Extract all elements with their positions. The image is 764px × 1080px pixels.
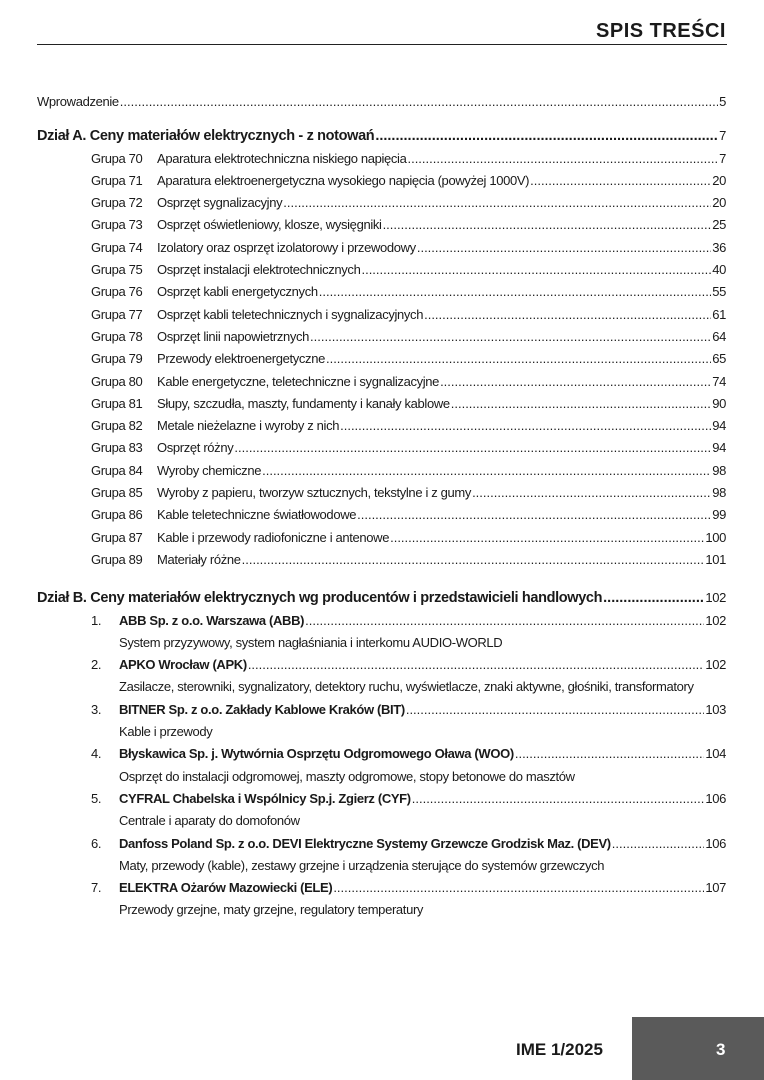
dot-leader (234, 437, 711, 459)
group-page: 101 (705, 551, 726, 567)
group-title: Wyroby z papieru, tworzyw sztucznych, tekstylne i z gumy (157, 485, 472, 501)
footer-page-box (632, 1017, 764, 1080)
producer-number: 7. (91, 880, 102, 896)
group-code: Grupa 76 (91, 284, 143, 300)
producer-number: 6. (91, 835, 102, 851)
group-title: Aparatura elektroenergetyczna wysokiego napięcia (powyżej 1000V) (157, 172, 530, 188)
dot-leader (530, 170, 711, 192)
group-page: 94 (712, 440, 726, 456)
dot-leader (406, 699, 705, 721)
producer-name: Danfoss Poland Sp. z o.o. DEVI Elektryczne Systemy Grzewcze Grodzisk Maz. (DEV) (119, 835, 611, 851)
group-page: 25 (712, 217, 726, 233)
producer-description: Centrale i aparaty do domofonów (119, 813, 300, 829)
producer-number: 1. (91, 612, 102, 628)
group-page: 20 (712, 195, 726, 211)
dot-leader (612, 833, 705, 855)
group-title: Kable i przewody radiofoniczne i antenowe (157, 529, 390, 545)
producer-name: ELEKTRA Ożarów Mazowiecki (ELE) (119, 880, 333, 896)
group-title: Osprzęt sygnalizacyjny (157, 195, 283, 211)
group-title: Aparatura elektrotechniczna niskiego napięcia (157, 150, 407, 166)
group-title: Metale nieżelazne i wyroby z nich (157, 418, 340, 434)
group-page: 55 (712, 284, 726, 300)
toc-entry-intro[interactable] (37, 91, 726, 113)
group-code: Grupa 80 (91, 373, 143, 389)
dot-leader (326, 348, 711, 370)
dot-leader (340, 415, 711, 437)
group-title: Materiały różne (157, 551, 241, 567)
producer-description: Maty, przewody (kable), zestawy grzejne i urządzenia sterujące do systemów grzewczych (119, 857, 605, 873)
dot-leader (390, 527, 704, 549)
group-title: Izolatory oraz osprzęt izolatorowy i przewodowy (157, 239, 416, 255)
dot-leader (383, 214, 712, 236)
group-title: Osprzęt kabli teletechnicznych i sygnalizacyjnych (157, 306, 424, 322)
group-page: 7 (719, 150, 726, 166)
group-code: Grupa 83 (91, 440, 143, 456)
producer-number: 3. (91, 701, 102, 717)
group-page: 99 (712, 507, 726, 523)
group-title: Osprzęt kabli energetycznych (157, 284, 318, 300)
group-title: Osprzęt oświetleniowy, klosze, wysięgniki (157, 217, 382, 233)
group-title: Kable energetyczne, teletechniczne i sygnalizacyjne (157, 373, 440, 389)
dot-leader (283, 192, 711, 214)
producer-page: 107 (705, 880, 726, 896)
group-code: Grupa 78 (91, 328, 143, 344)
group-code: Grupa 75 (91, 262, 143, 278)
toc-producer-entry[interactable] (37, 877, 726, 899)
group-code: Grupa 84 (91, 462, 143, 478)
group-code: Grupa 86 (91, 507, 143, 523)
producer-description: Kable i przewody (119, 724, 213, 740)
group-title: Przewody elektroenergetyczne (157, 351, 325, 367)
dot-leader (319, 281, 712, 303)
producer-description: Przewody grzejne, maty grzejne, regulatory temperatury (119, 902, 424, 918)
dot-leader (417, 237, 711, 259)
producer-number: 2. (91, 657, 102, 673)
toc-group-entry[interactable] (37, 304, 726, 326)
dot-leader (375, 125, 718, 147)
toc-group-entry[interactable] (37, 170, 726, 192)
group-code: Grupa 73 (91, 217, 143, 233)
group-title: Osprzęt instalacji elektrotechnicznych (157, 262, 361, 278)
toc-group-entry[interactable] (37, 148, 726, 170)
group-page: 64 (712, 328, 726, 344)
toc-group-entry[interactable] (37, 214, 726, 236)
group-page: 36 (712, 239, 726, 255)
dot-leader (333, 877, 704, 899)
toc-group-entry[interactable] (37, 371, 726, 393)
dot-leader (361, 259, 711, 281)
toc-producer-entry[interactable] (37, 743, 726, 765)
dot-leader (424, 304, 711, 326)
group-page: 94 (712, 418, 726, 434)
toc-group-entry[interactable] (37, 259, 726, 281)
dot-leader (451, 393, 711, 415)
header-rule (37, 44, 727, 45)
group-page: 98 (712, 485, 726, 501)
group-code: Grupa 79 (91, 351, 143, 367)
producer-description: Osprzęt do instalacji odgromowej, maszty odgromowe, stopy betonowe do masztów (119, 768, 575, 784)
toc-producer-entry[interactable] (37, 788, 726, 810)
group-code: Grupa 85 (91, 485, 143, 501)
producer-page: 106 (705, 790, 726, 806)
toc-group-entry[interactable] (37, 281, 726, 303)
group-page: 40 (712, 262, 726, 278)
producer-name: ABB Sp. z o.o. Warszawa (ABB) (119, 612, 305, 628)
dot-leader (603, 587, 704, 609)
group-title: Osprzęt linii napowietrznych (157, 328, 310, 344)
toc-group-entry[interactable] (37, 527, 726, 549)
group-page: 100 (705, 529, 726, 545)
dot-leader (407, 148, 718, 170)
dot-leader (515, 743, 705, 765)
group-code: Grupa 87 (91, 529, 143, 545)
dot-leader (305, 610, 704, 632)
producer-name: Błyskawica Sp. j. Wytwórnia Osprzętu Odgromowego Oława (WOO) (119, 746, 514, 762)
group-title: Wyroby chemiczne (157, 462, 262, 478)
group-title: Kable teletechniczne światłowodowe (157, 507, 357, 523)
toc-section-a[interactable] (37, 125, 726, 147)
dot-leader (412, 788, 705, 810)
toc-group-entry[interactable] (37, 549, 726, 571)
producer-number: 5. (91, 790, 102, 806)
group-code: Grupa 72 (91, 195, 143, 211)
group-title: Słupy, szczudła, maszty, fundamenty i kanały kablowe (157, 395, 450, 411)
dot-leader (242, 549, 705, 571)
dot-leader (262, 460, 711, 482)
group-page: 74 (712, 373, 726, 389)
toc-group-entry[interactable] (37, 415, 726, 437)
producer-page: 102 (705, 612, 726, 628)
producer-page: 104 (705, 746, 726, 762)
group-code: Grupa 70 (91, 150, 143, 166)
toc-producer-entry[interactable] (37, 699, 726, 721)
footer-issue: IME 1/2025 (516, 1040, 603, 1059)
toc-group-entry[interactable] (37, 393, 726, 415)
group-code: Grupa 77 (91, 306, 143, 322)
toc-group-entry[interactable] (37, 326, 726, 348)
group-title: Osprzęt różny (157, 440, 234, 456)
group-list (37, 148, 726, 572)
producer-list (37, 610, 726, 922)
dot-leader (357, 504, 711, 526)
producer-description: Zasilacze, sterowniki, sygnalizatory, detektory ruchu, wyświetlacze, znaki aktywne, głośniki, transformatory (119, 679, 694, 695)
toc-group-entry[interactable] (37, 504, 726, 526)
table-of-contents (37, 91, 726, 922)
group-page: 20 (712, 172, 726, 188)
toc-entry-title: Wprowadzenie (37, 94, 119, 109)
toc-producer-entry[interactable] (37, 654, 726, 676)
dot-leader (472, 482, 711, 504)
toc-group-entry[interactable] (37, 237, 726, 259)
section-b-page: 102 (705, 590, 726, 606)
group-code: Grupa 74 (91, 239, 143, 255)
producer-page: 106 (705, 835, 726, 851)
producer-page: 103 (705, 701, 726, 717)
toc-producer-entry[interactable] (37, 610, 726, 632)
toc-group-entry[interactable] (37, 482, 726, 504)
toc-group-entry[interactable] (37, 348, 726, 370)
dot-leader (440, 371, 711, 393)
group-code: Grupa 82 (91, 418, 143, 434)
group-page: 98 (712, 462, 726, 478)
toc-group-entry[interactable] (37, 192, 726, 214)
group-page: 90 (712, 395, 726, 411)
dot-leader (120, 91, 718, 113)
group-code: Grupa 81 (91, 395, 143, 411)
section-b-title: Dział B. Ceny materiałów elektrycznych wg producentów i przedstawicieli handlowych (37, 590, 603, 607)
dot-leader (248, 654, 705, 676)
toc-producer-entry[interactable] (37, 833, 726, 855)
producer-name: APKO Wrocław (APK) (119, 657, 247, 673)
group-code: Grupa 71 (91, 172, 143, 188)
toc-group-entry[interactable] (37, 460, 726, 482)
footer-page-number: 3 (716, 1040, 726, 1059)
group-code: Grupa 89 (91, 551, 143, 567)
dot-leader (310, 326, 711, 348)
group-page: 65 (712, 351, 726, 367)
producer-name: BITNER Sp. z o.o. Zakłady Kablowe Kraków (BIT) (119, 701, 405, 717)
toc-section-b[interactable] (37, 587, 726, 609)
toc-entry-page: 5 (719, 94, 726, 109)
group-page: 61 (712, 306, 726, 322)
toc-group-entry[interactable] (37, 437, 726, 459)
producer-name: CYFRAL Chabelska i Wspólnicy Sp.j. Zgierz (CYF) (119, 790, 411, 806)
section-a-title: Dział A. Ceny materiałów elektrycznych - z notowań (37, 128, 375, 145)
page-header-title: SPIS TREŚCI (596, 20, 726, 42)
producer-number: 4. (91, 746, 102, 762)
section-a-page: 7 (719, 128, 726, 144)
producer-page: 102 (705, 657, 726, 673)
producer-description: System przyzywowy, system nagłaśniania i interkomu AUDIO-WORLD (119, 634, 503, 650)
